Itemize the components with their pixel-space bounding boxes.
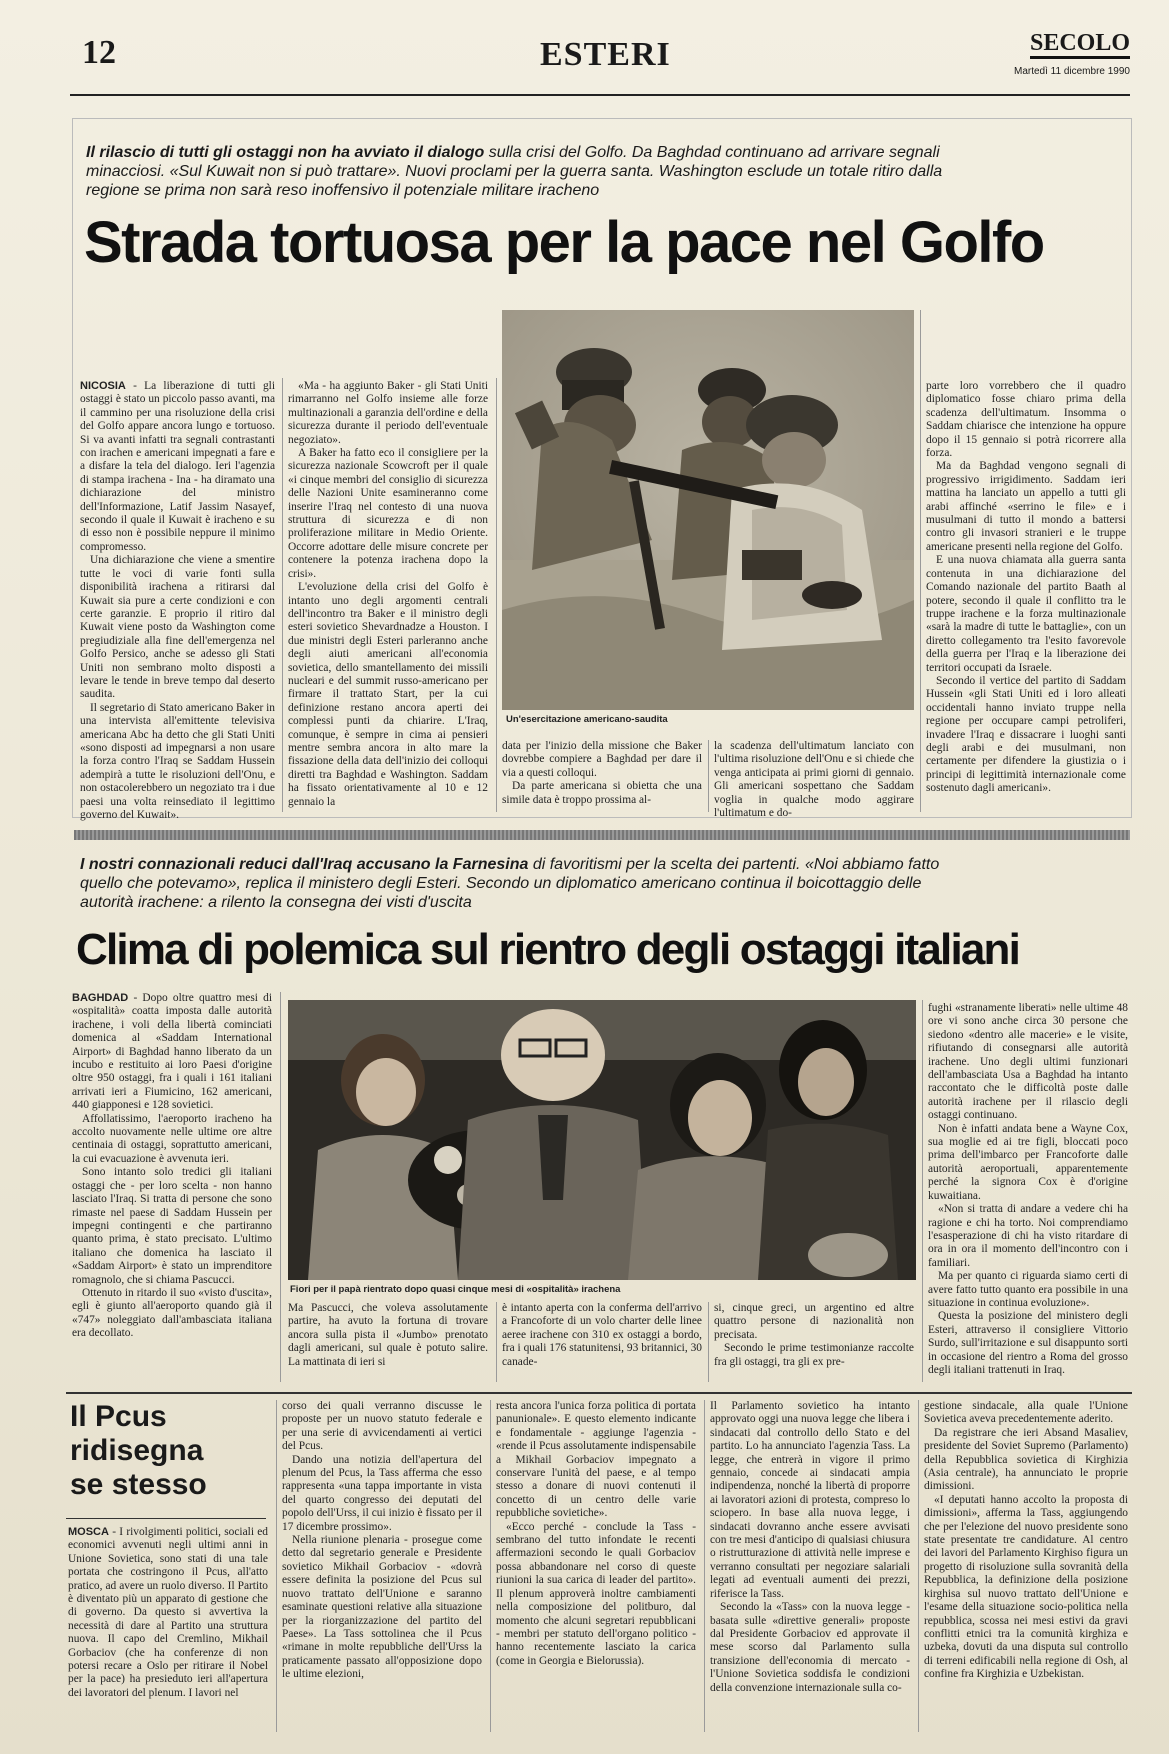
article-pcus-paragraph: Da registrare che ieri Absand Masaliev, presidente del Soviet Supremo (Parlamento) della Repubblica sovietica di Kirghizia (Asia centrale), ha annunciato le proprie dimissioni. [924, 1426, 1128, 1493]
article-ostaggi-paragraph: fughi «stranamente liberati» nelle ultime 48 ore vi sono anche circa 30 persone che siedono «dentro alle macerie» e le visite, rifiutando di consegnarsi alle autorità irachene. Uno degli ultimi funzionari dell'ambasciata Usa a Baghdad ha intanto raccontato che le difficoltà poste dalle autorità irachene per il rilascio degli ostaggi continuano. [928, 1002, 1128, 1122]
column-rule [276, 1400, 277, 1732]
article-ostaggi-paragraph: «Non si tratta di andare a vedere chi ha ragione e chi ha torto. Noi comprendiamo l'esasperazione di chi ha visto ritardare di ora in ora il momento dell'incontro con i familiari. [928, 1203, 1128, 1269]
section-title: ESTERI [540, 36, 671, 73]
article-pcus-headline-rule [66, 1518, 266, 1519]
article-ostaggi-paragraph: Ottenuto in ritardo il suo «visto d'uscita», egli è giunto all'aeroporto quando già il «747» noleggiato dall'ambasciata italiana era decollato. [72, 1286, 272, 1340]
column-rule [922, 1000, 923, 1382]
article-ostaggi-dateline: BAGHDAD [72, 992, 129, 1004]
article-golfo-paragraph: Il segretario di Stato americano Baker in una intervista all'emittente televisiva americana Abc ha detto che gli Stati Uniti «sono disposti ad impegnarsi a non usare la forza contro l'Iraq se Saddam Hussein adempirà a tutte le risoluzioni dell'Onu, e non ostacolerebbero un negoziato tra i due paesi una volta reinsediato il legittimo governo del Kuwait». [80, 701, 275, 821]
article-golfo-paragraph: data per l'inizio della missione che Baker dovrebbe compiere a Baghdad per dare il via a questi colloqui. [502, 740, 702, 779]
article-golfo-paragraph: la scadenza dell'ultimatum lanciato con l'ultima risoluzione dell'Onu e si chiede che venga anticipata ai primi giorni di gennaio. Gli americani sospettano che Saddam voglia in qualche modo aggirare l'ultimatum e do- [714, 740, 914, 820]
column-rule [282, 378, 283, 812]
column-rule [708, 740, 709, 812]
article-ostaggi-column-4 [714, 1302, 914, 1382]
article-golfo-paragraph: Ma da Baghdad vengono segnali di progressivo irrigidimento. Saddam ieri mattina ha lanciato un appello a tutti gli arabi affinché «serrino le file» e i musulmani di tutto il mondo a battersi contro gli invasori stranieri e le truppe americane presenti nella regione del Golfo. [926, 460, 1126, 553]
article-pcus-paragraph: Dando una notizia dell'apertura del plenum del Pcus, la Tass afferma che esso rappresenta «una tappa importante in vista del quarto congresso dei deputati del popolo dell'Urss, il cui inizio è fissato per il 17 dicembre prossimo». [282, 1453, 482, 1533]
column-rule [496, 378, 497, 812]
article-ostaggi-kicker [80, 855, 960, 912]
article-golfo-paragraph: Secondo il vertice del partito di Saddam Hussein «gli Stati Uniti ed i loro alleati occidentali hanno inviato truppe nella regione per occupare campi petroliferi, invadere l'Iraq e dissacrare i luoghi santi degli arabi e dei musulmani, non certamente per difendere la giustizia o i principi di legittimità internazionale come sostenuto dagli americani». [926, 674, 1126, 795]
article-pcus-paragraph: «I deputati hanno accolto la proposta di dimissioni», afferma la Tass, aggiungendo che per l'elezione del nuovo presidente sono state presentate tre candidature. Al centro dei lavori del Parlamento Kirghiso figura un progetto di risoluzione sulla sovranità della Repubblica, la definizione della posizione kirghisa sul nuovo trattato dell'Unione e l'esame della situazione socio-politica nella repubblica, scossa nei mesi estivi da gravi conflitti etnici tra la comunità kirghiza e uzbeka, dovuti da una disputa sul controllo di terreni edificabili nella regione di Osh, al confine fra Kirghizia e Uzbekistan. [924, 1493, 1128, 1681]
article-pcus-dateline: MOSCA [68, 1526, 109, 1538]
article-pcus-paragraph: - I rivolgimenti politici, sociali ed economici avvenuti negli ultimi anni in Unione Sovietica, sono stati di una tale portata che costringono il Pcus, all'atto pratico, ad avere un ruolo diverso. Il Partito è diventato più un apparato di gestione che di governo. Da questo si avvertiva la necessità di dare al Partito una struttura nuova. Il capo del Cremlino, Mikhail Gorbaciov (che ha conferenze di non potersi recare a Oslo per ritirare il Nobel per la pace) ha presieduto ieri all'apertura dei lavoratori del plenum. I lavori nel [68, 1526, 268, 1699]
article-golfo-column-4 [714, 740, 914, 820]
article-ostaggi-column-1 [72, 992, 272, 1382]
soldiers-photo-illustration [502, 310, 914, 710]
article-pcus-column-5 [924, 1400, 1128, 1732]
article-ostaggi-paragraph: Affollatissimo, l'aeroporto iracheno ha accolto nuovamente nelle ultime ore altre centinaia di ostaggi, soprattutto americani, la cui evacuazione è avvenuta ieri. [72, 1112, 272, 1165]
article-ostaggi-paragraph: Non è infatti andata bene a Wayne Cox, sua moglie ed ai tre figli, bloccati poco prima dell'imbarco per Francoforte dalle autorità aeroportuali, apparentemente perché la signora Cox è d'origine kuwaitiana. [928, 1122, 1128, 1202]
article-ostaggi-column-3 [502, 1302, 702, 1382]
article-ostaggi-paragraph: Ma per quanto ci riguarda siamo certi di avere fatto tutto quanto era possibile in una situazione in continua evoluzione». [928, 1270, 1128, 1309]
article-ostaggi-paragraph: è intanto aperta con la conferma dell'arrivo a Francoforte di un volo charter delle linee aeree irachene con 310 ex ostaggi a bordo, fra i quali 176 statunitensi, 93 britannici, 30 canade- [502, 1302, 702, 1368]
article-pcus-column-4 [710, 1400, 910, 1732]
masthead-rule [70, 94, 1130, 96]
article-golfo-headline: Strada tortuosa per la pace nel Golfo [84, 210, 1044, 275]
article-pcus-column-2 [282, 1400, 482, 1732]
article-pcus-column-1 [68, 1526, 268, 1731]
article-pcus-paragraph: gestione sindacale, alla quale l'Unione Sovietica aveva precedentemente aderito. [924, 1400, 1128, 1426]
article-pcus-rule [66, 1392, 1132, 1394]
issue-date: Martedì 11 dicembre 1990 [1014, 66, 1130, 77]
article-ostaggi-paragraph: Secondo le prime testimonianze raccolte fra gli ostaggi, tra gli ex pre- [714, 1342, 914, 1368]
article-pcus-headline: Il Pcus ridisegna se stesso [70, 1400, 207, 1501]
column-rule [708, 1302, 709, 1382]
article-golfo-dateline: NICOSIA [80, 380, 126, 392]
article-golfo-kicker-bold: Il rilascio di tutti gli ostaggi non ha avviato il dialogo [86, 144, 485, 161]
article-ostaggi-paragraph: Ma Pascucci, che voleva assolutamente partire, ha avuto la fortuna di trovare ancora sulla pista il «Jumbo» prenotato dagli americani, sul quale è potuto salire. La mattinata di ieri si [288, 1302, 488, 1368]
column-rule [704, 1400, 705, 1732]
article-pcus-column-3 [496, 1400, 696, 1732]
article-golfo-photo-caption: Un'esercitazione americano-saudita [506, 714, 668, 725]
article-ostaggi-paragraph: Questa la posizione del ministero degli Esteri, attraverso il consigliere Vittorio Surdo, sull'irritazione e sul disappunto sorti in occasione del rientro a Roma del grosso degli italiani trattenuti in Iraq. [928, 1310, 1128, 1376]
article-golfo-paragraph: E una nuova chiamata alla guerra santa contenuta in una dichiarazione del Comando nazionale del partito Baath al potere, secondo il quale il conflitto tra le truppe irachene e la forza multinazionale «sarà la madre di tutte le battaglie», con un diretto collegamento tra l'esito favorevole della guerra per l'Iraq e la liberazione dei territori occupati da Israele. [926, 554, 1126, 674]
article-ostaggi-column-5 [928, 1002, 1128, 1382]
article-golfo-photo [502, 310, 914, 710]
article-pcus-paragraph: corso dei quali verranno discusse le proposte per un nuovo statuto federale e per una serie di avvicendamenti ai vertici del Pcus. [282, 1400, 482, 1453]
article-ostaggi-kicker-rest: di favoritismi per la scelta dei partenti. «Noi abbiamo fatto quello che potevamo», replica il ministero degli Esteri. Secondo un diplomatico americano continua il boicottaggio delle autorità irachene: a rilento la consegna dei visti d'uscita [80, 856, 940, 911]
article-ostaggi-kicker-bold: I nostri connazionali reduci dall'Iraq accusano la Farnesina [80, 856, 529, 873]
article-ostaggi-paragraph: si, cinque greci, un argentino ed altre quattro persone di nazionalità non precisata. [714, 1302, 914, 1341]
article-golfo-paragraph: parte loro vorrebbero che il quadro diplomatico fosse chiaro prima della scadenza dell'ultimatum. Insomma o Saddam chiarisce che intenzione ha oppure dopo il 15 gennaio si potrà ricorrere alla forza. [926, 380, 1126, 460]
article-golfo-paragraph: - La liberazione di tutti gli ostaggi è stato un piccolo passo avanti, ma il cammino per una risoluzione della crisi del Golfo appare ancora lungo e tortuoso. Si va avanti infatti tra segnali contrastanti con irachen e americani impegnati a fare e a disfare la tela del dialogo. Ieri l'agenzia di stampa irachena - Ina - ha diramato una dichiarazione del ministro dell'Informazione, Latif Jassim Nasayef, secondo il quale il Kuwait è iracheno e su di esso non è possibile neppure il minimo compromesso. [80, 380, 275, 553]
newspaper-logo: SECOLO [1030, 30, 1130, 59]
article-golfo-kicker [86, 143, 966, 200]
article-pcus-paragraph: Il Parlamento sovietico ha intanto approvato oggi una nuova legge che libera i sindacati dal controllo dello Stato e del partito. Lo ha annunciato l'agenzia Tass. La legge, che entrerà in vigore il primo gennaio, concede ai sindacati ampia indipendenza, nonché la libertà di proporre ai lavoratori azioni di protesta, compreso lo sciopero. In base alla nuova legge, i sindacati dovranno anche essere avvisati con tre mesi d'anticipo di qualsiasi chiusura o ristrutturazione di attività nelle imprese e verranno consultati per negoziare salariali legati ad eventuali aumenti dei prezzi, riferisce la Tass. [710, 1400, 910, 1600]
article-golfo-kicker-rest: sulla crisi del Golfo. Da Baghdad continuano ad arrivare segnali minacciosi. «Sul Kuwait non si può trattare». Nuovi proclami per la guerra santa. Washington esclude un totale ritiro dalla regione se prima non sarà reso inoffensivo il potenziale militare iracheno [86, 144, 943, 199]
article-ostaggi-photo-caption: Fiori per il papà rientrato dopo quasi cinque mesi di «ospitalità» irachena [290, 1284, 621, 1295]
page-number: 12 [82, 34, 116, 71]
article-golfo-paragraph: L'evoluzione della crisi del Golfo è intanto uno degli argomenti centrali dell'incontro tra Baker e il ministro degli esteri sovietico Shevardnadze a Houston. I due ministri degli Esteri parleranno anche degli aiuti americani all'economia sovietica, dello smantellamento dei missili nucleari e del summit russo-americano per firmare il trattato Start, per la cui definizione restano ancora aperti dei complessi punti da chiarire. L'Iraq, comunque, è sempre in cima ai pensieri mentre sembra ancora in alto mare la fissazione della data dell'inizio dei colloqui diretti tra Baghdad e Washington. Saddam ha fissato orientativamente al 10 e 12 gennaio la [288, 581, 488, 808]
column-rule [918, 1400, 919, 1732]
column-rule [490, 1400, 491, 1732]
article-ostaggi-paragraph: - Dopo oltre quattro mesi di «ospitalità» coatta imposta dalle autorità irachene, i voli della libertà cominciati domenica al «Saddam International Airport» di Baghdad hanno liberato da un incubo e restituito ai loro Paesi d'origine oltre 950 ostaggi, fra i quali i 161 italiani arrivati ieri a Fiumicino, 162 americani, 440 giapponesi e 128 sovietici. [72, 992, 272, 1112]
section-divider [74, 830, 1130, 840]
article-golfo-column-5 [926, 380, 1126, 812]
article-pcus-paragraph: Secondo la «Tass» con la nuova legge - basata sulle «direttive generali» proposte dal Presidente Gorbaciov ed approvate il mese scorso dal Parlamento sulla transizione dell'economia di mercato - l'Unione Sovietica soddisfa le condizioni della convenzione internazionale sulla co- [710, 1601, 910, 1694]
article-ostaggi-headline: Clima di polemica sul rientro degli ostaggi italiani [76, 925, 1020, 974]
article-golfo-paragraph: A Baker ha fatto eco il consigliere per la sicurezza nazionale Scowcroft per il quale «i cinque membri del consiglio di sicurezza delle Nazioni Unite esamineranno come inserire l'Iraq nel contesto di una nuova struttura di sicurezza e di non proliferazione militare in Medio Oriente. Occorre adottare delle misure concrete per contenere la potenza irachena dopo la crisi». [288, 447, 488, 580]
article-ostaggi-photo [288, 1000, 916, 1280]
article-golfo-column-2 [288, 380, 488, 810]
column-rule [496, 1302, 497, 1382]
article-ostaggi-paragraph: Sono intanto solo tredici gli italiani ostaggi che - per loro scelta - non hanno lasciato l'Iraq. Si tratta di persone che sono rimaste nel paese di Saddam Hussein per impegni contingenti e che partiranno quanto prima, è stato precisato. L'ultimo italiano che domenica ha lasciato il «Saddam Airport» è stato un imprenditore romagnolo, che si chiama Pascucci. [72, 1166, 272, 1286]
article-golfo-paragraph: Da parte americana si obietta che una simile data è troppo prossima al- [502, 780, 702, 806]
article-pcus-paragraph: Nella riunione plenaria - prosegue come detto dal segretario generale e Presidente sovietico Mikhail Gorbaciov - «dovrà essere definita la posizione del Pcus sul nuovo trattato dell'Unione e saranno esaminate questioni relative alla situazione per la riorganizzazione del partito del Paese». La Tass sottolinea che il Pcus «rimane in molte repubbliche dell'Urss la praticamente passato all'opposizione dopo le ultime elezioni, [282, 1534, 482, 1681]
article-pcus-paragraph: «Ecco perché - conclude la Tass - sembrano del tutto infondate le recenti affermazioni secondo le quali Gorbaciov possa abbandonare nel corso di queste riunioni la sua carica di leader del partito». Il plenum approverà inoltre cambiamenti nella composizione del politburo, dal momento che alcuni segretari repubblicani - membri per statuto dell'organo politico - hanno recentemente lasciato la carica (come in Georgia e Bielorussia). [496, 1520, 696, 1667]
masthead [70, 22, 1130, 92]
article-ostaggi-column-2 [288, 1302, 488, 1382]
family-photo-illustration [288, 1000, 916, 1280]
article-pcus-paragraph: resta ancora l'unica forza politica di portata panunionale». E questo elemento indicante e fondamentale - aggiunge l'agenzia - «rende il Pcus assolutamente indispensabile a Mikhail Gorbaciov impegnato a conservare l'unità del paese, e al tempo stesso a donare di nuovi contenuti il concetto di un centro delle varie repubbliche sovietiche». [496, 1400, 696, 1520]
column-rule [920, 310, 921, 812]
article-golfo-paragraph: Una dichiarazione che viene a smentire tutte le voci di varie fonti sulla disponibilità irachena a ritirarsi dal Kuwait sia pure a certe condizioni e con certe garanzie. E proprio il ritiro dal Kuwait viene posto da Washington come pregiudiziale alla fine dell'emergenza nel Golfo Persico, anche se adesso gli Stati Uniti non sembrano molto disposti a levare le tende in breve tempo dal deserto saudita. [80, 554, 275, 701]
article-golfo-column-1 [80, 380, 275, 821]
column-rule [280, 992, 281, 1382]
article-golfo-column-3 [502, 740, 702, 812]
article-golfo-paragraph: «Ma - ha aggiunto Baker - gli Stati Uniti rimarranno nel Golfo insieme alle forze multinazionali a garanzia dell'ordine e della sicurezza durante il periodo dell'eventuale negoziato». [288, 380, 488, 446]
